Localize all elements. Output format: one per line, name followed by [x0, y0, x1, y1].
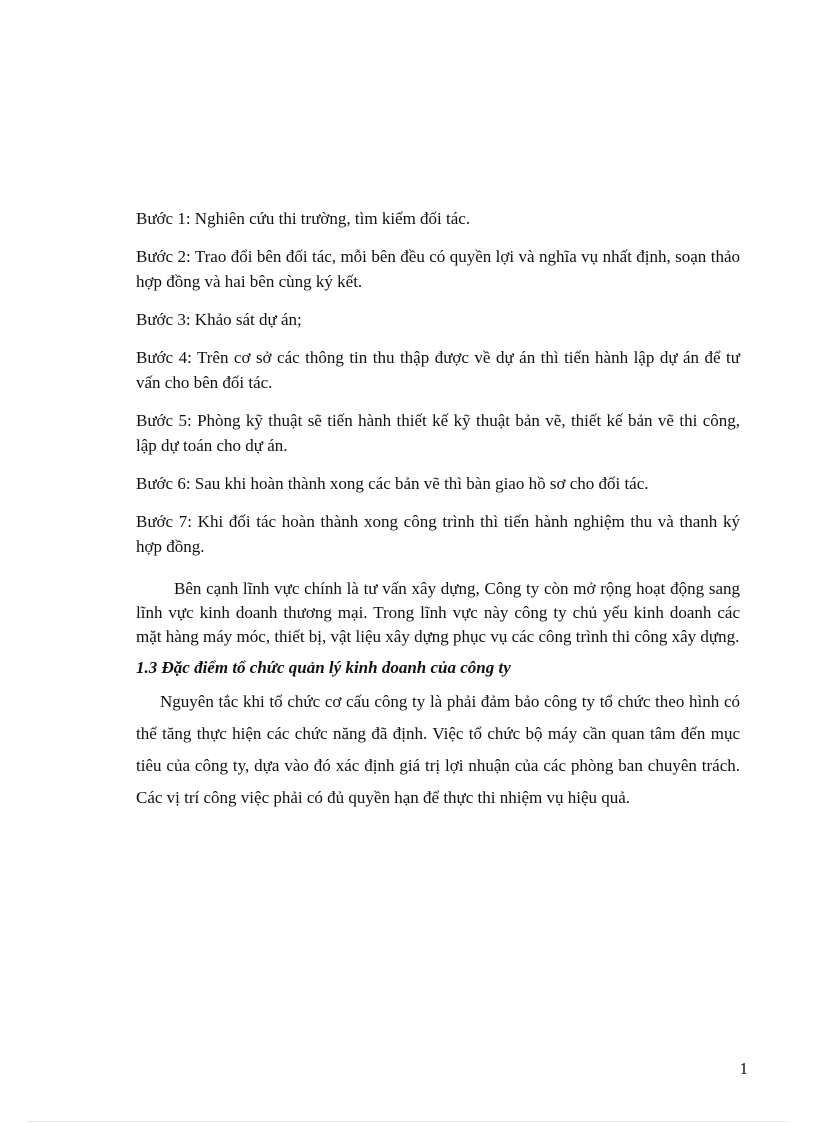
step-4: Bước 4: Trên cơ sở các thông tin thu thập được về dự án thì tiến hành lập dự án để tư vấn cho bên đối tác. — [136, 348, 740, 392]
paragraph-business-scope: Bên cạnh lĩnh vực chính là tư vấn xây dựng, Công ty còn mở rộng hoạt động sang lĩnh vực kinh doanh thương mại. Trong lĩnh vực này công ty chủ yếu kinh doanh các mặt hàng máy móc, thiết bị, vật liệu xây dựng phục vụ các công trình thi công xây dựng. — [136, 579, 740, 646]
page-number: 1 — [739, 1059, 748, 1078]
section-heading: 1.3 Đặc điểm tổ chức quản lý kinh doanh của công ty — [136, 658, 511, 677]
step-5: Bước 5: Phòng kỹ thuật sẽ tiến hành thiết kế kỹ thuật bản vẽ, thiết kế bản vẽ thi công, lập dự toán cho dự án. — [136, 411, 740, 455]
paragraph-organization: Nguyên tắc khi tổ chức cơ cấu công ty là phải đảm bảo công ty tổ chức theo hình có thể tăng thực hiện các chức năng đã định. Việc tổ chức bộ máy cần quan tâm đến mục tiêu của công ty, dựa vào đó xác định giá trị lợi nhuận của các phòng ban chuyên trách. Các vị trí công việc phải có đủ quyền hạn để thực thi nhiệm vụ hiệu quả. — [136, 692, 740, 807]
step-6: Bước 6: Sau khi hoàn thành xong các bản vẽ thì bàn giao hồ sơ cho đối tác. — [136, 474, 649, 493]
step-7: Bước 7: Khi đối tác hoàn thành xong công trình thì tiến hành nghiệm thu và thanh ký hợp đồng. — [136, 512, 740, 556]
step-2: Bước 2: Trao đổi bên đối tác, mỗi bên đều có quyền lợi và nghĩa vụ nhất định, soạn thảo hợp đồng và hai bên cùng ký kết. — [136, 247, 740, 291]
footer-divider — [28, 1121, 788, 1122]
step-1: Bước 1: Nghiên cứu thi trường, tìm kiếm đối tác. — [136, 209, 471, 228]
step-3: Bước 3: Khảo sát dự án; — [136, 310, 302, 329]
page-content — [136, 206, 740, 814]
